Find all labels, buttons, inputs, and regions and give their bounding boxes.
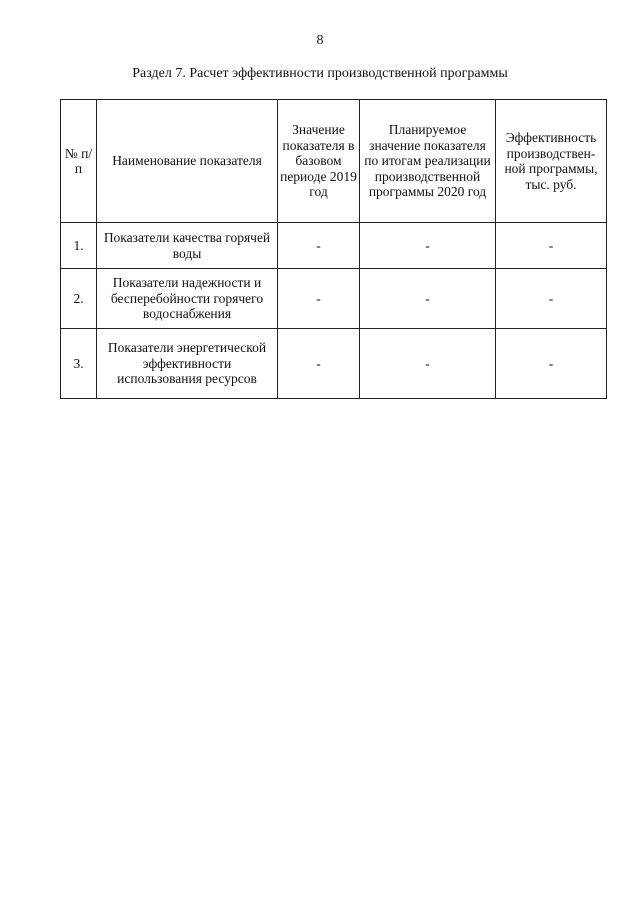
header-name: Наименование показателя: [97, 100, 278, 223]
row-name: Показатели надежности и бесперебойности горячего водоснабжения: [97, 269, 278, 329]
table-row: [61, 269, 607, 329]
row-name: Показатели энергетической эффективности использования ресурсов: [97, 329, 278, 399]
row-efficiency: -: [496, 329, 607, 399]
header-base-value: Значение показателя в базовом периоде 2019 год: [278, 100, 360, 223]
efficiency-table: [60, 99, 607, 399]
table-header-row: [61, 100, 607, 223]
row-base-value: -: [278, 269, 360, 329]
row-base-value: -: [278, 223, 360, 269]
row-num: 3.: [61, 329, 97, 399]
header-num: № п/п: [61, 100, 97, 223]
page-number: 8: [316, 33, 324, 48]
header-planned-value: Планируемое значение показателя по итогам реализации производственной программы 2020 год: [360, 100, 496, 223]
row-name: Показатели качества горячей воды: [97, 223, 278, 269]
row-efficiency: -: [496, 269, 607, 329]
table-row: [61, 329, 607, 399]
section-title: Раздел 7. Расчет эффективности производственной программы: [132, 66, 508, 81]
row-num: 1.: [61, 223, 97, 269]
row-planned-value: -: [360, 269, 496, 329]
header-efficiency: Эффективность производствен-ной программы, тыс. руб.: [496, 100, 607, 223]
row-base-value: -: [278, 329, 360, 399]
row-num: 2.: [61, 269, 97, 329]
row-planned-value: -: [360, 223, 496, 269]
table-row: [61, 223, 607, 269]
row-efficiency: -: [496, 223, 607, 269]
row-planned-value: -: [360, 329, 496, 399]
